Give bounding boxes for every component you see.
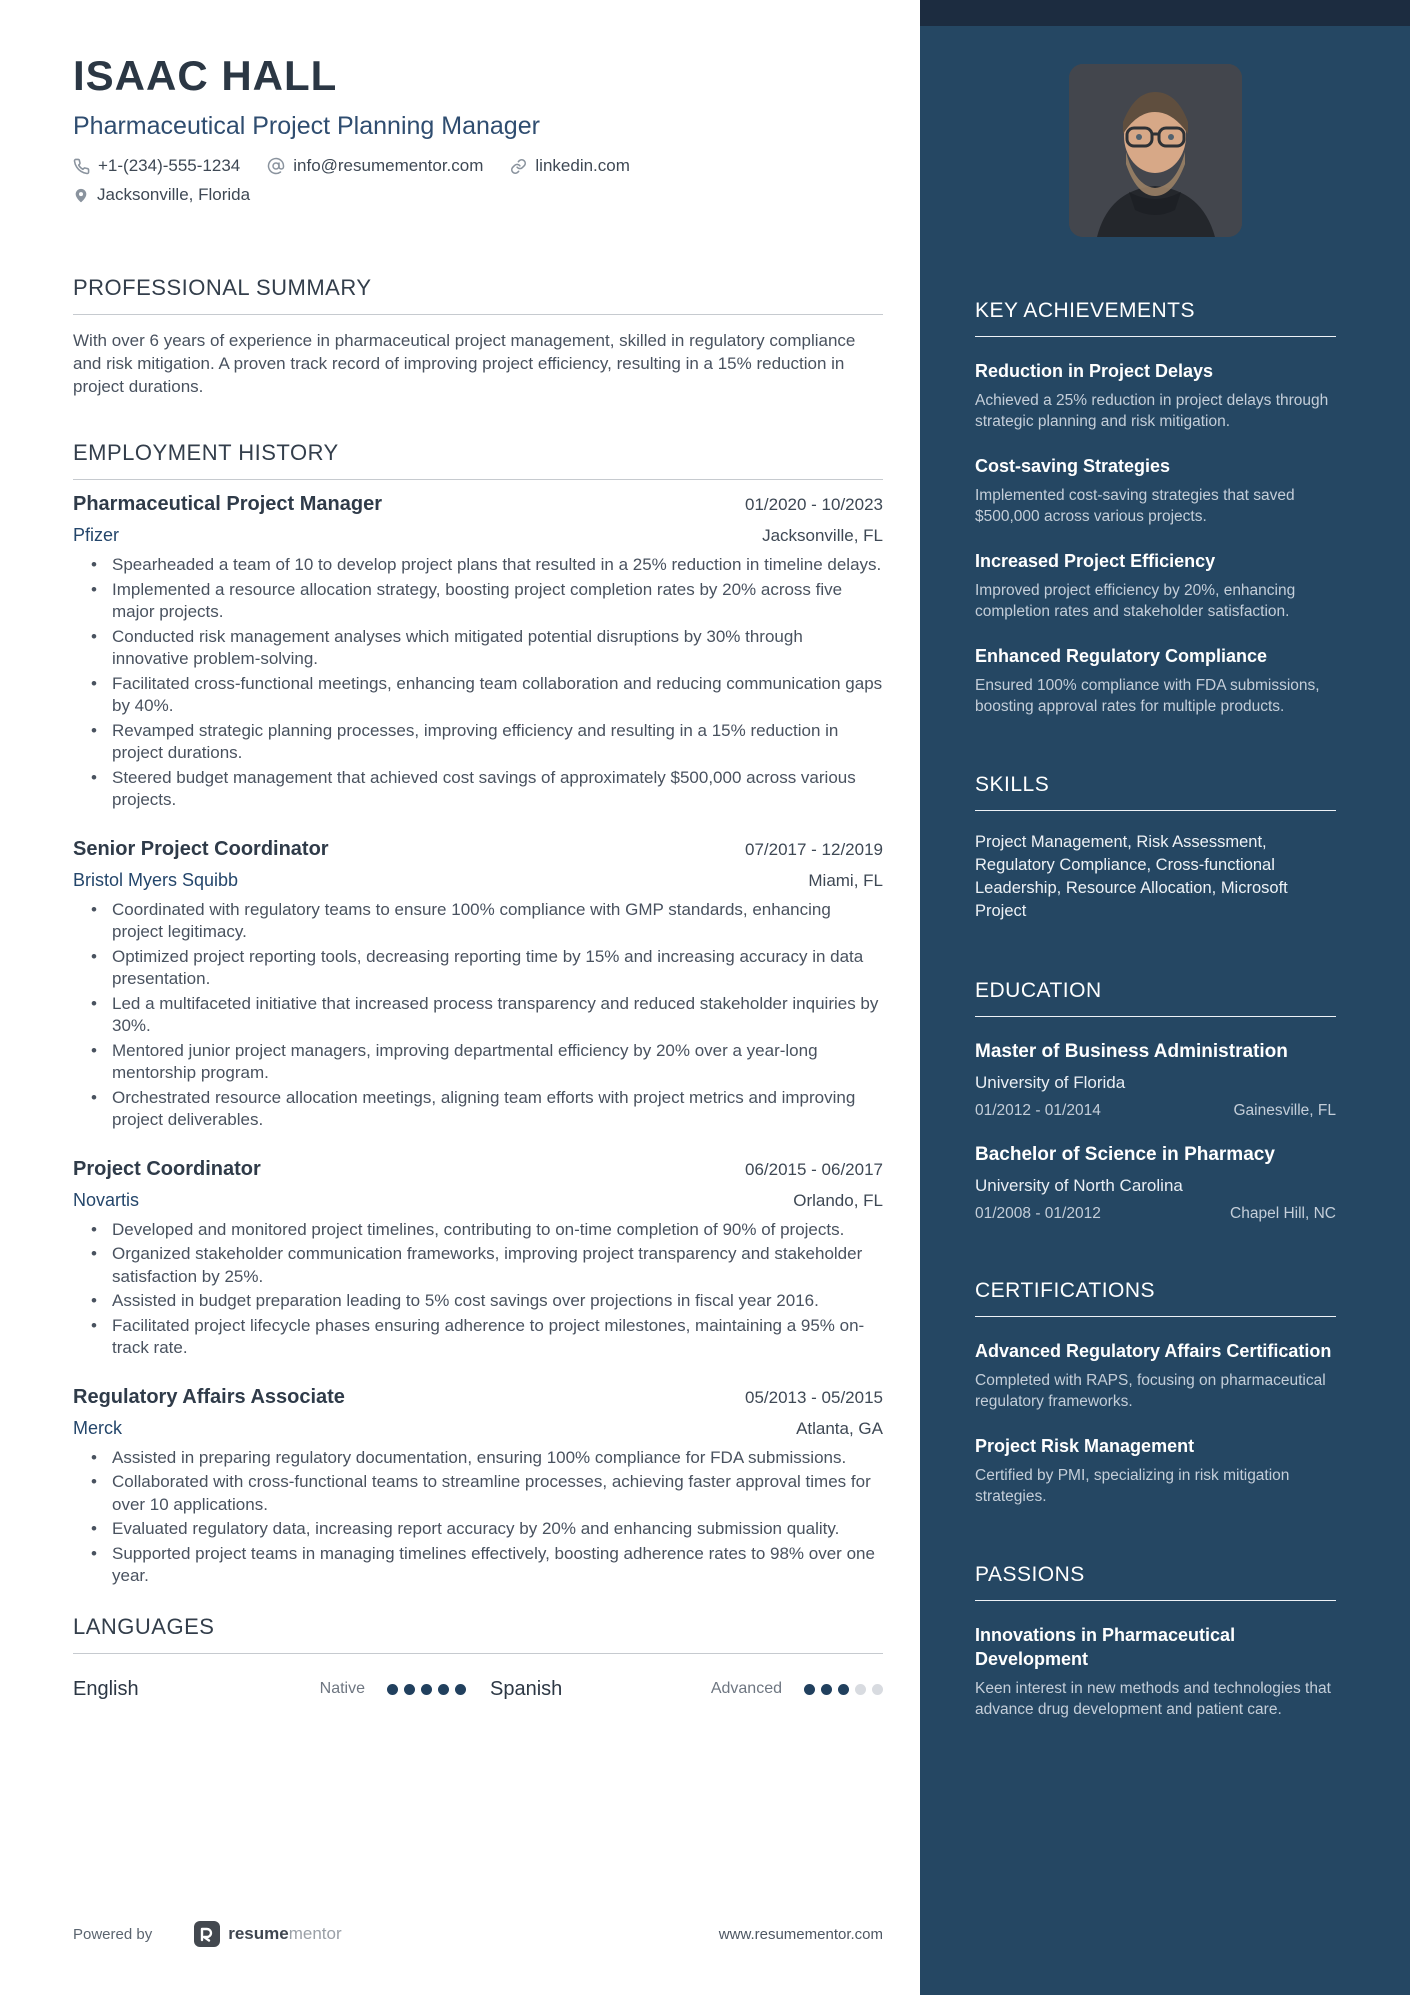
certification-item	[975, 1339, 1336, 1412]
bullet-item: • Collaborated with cross-functional teams to streamline processes, achieving faster approval times for over 10 applications.	[73, 1471, 883, 1516]
linkedin-url: linkedin.com	[535, 156, 630, 175]
brand-wordmark: resumementor	[228, 1924, 342, 1943]
footer	[73, 1921, 883, 1947]
section-employment-history	[73, 440, 883, 1590]
job-dates: 07/2017 - 12/2019	[744, 839, 883, 859]
bullet-item: • Mentored junior project managers, improving departmental efficiency by 20% over a year-long mentorship program.	[73, 1040, 883, 1085]
bullet-item: • Orchestrated resource allocation meetings, aligning team efforts with project metrics and improving project deliverables.	[73, 1087, 883, 1132]
school-name: University of North Carolina	[975, 1176, 1183, 1195]
achievement-item	[975, 359, 1336, 432]
achievement-title: Enhanced Regulatory Compliance	[975, 646, 1268, 666]
achievement-text: Ensured 100% compliance with FDA submissions, boosting approval rates for multiple products.	[975, 677, 1320, 715]
bullet-item: • Supported project teams in managing timelines effectively, boosting adherence rates to 98% over one year.	[73, 1543, 883, 1588]
profile-photo	[1069, 64, 1242, 237]
bullet-item: • Spearheaded a team of 10 to develop project plans that resulted in a 25% reduction in timeline delays.	[73, 554, 883, 577]
section-heading-certifications: CERTIFICATIONS	[975, 1279, 1336, 1317]
job-title: Project Coordinator	[73, 1157, 261, 1180]
bullet-item: • Facilitated project lifecycle phases ensuring adherence to project milestones, maintaining a 95% on-track rate.	[73, 1315, 883, 1360]
language-entry	[466, 1678, 883, 1701]
bullet-item: • Developed and monitored project timelines, contributing to on-time completion of 90% of projects.	[73, 1219, 883, 1242]
email-address: info@resumementor.com	[293, 156, 484, 175]
achievement-text: Improved project efficiency by 20%, enhancing completion rates and stakeholder satisfaction.	[975, 582, 1296, 620]
linkedin-contact[interactable]	[510, 156, 630, 176]
section-heading-languages: LANGUAGES	[73, 1614, 883, 1654]
at-sign-icon	[267, 157, 285, 175]
achievement-title: Increased Project Efficiency	[975, 551, 1216, 571]
bullet-item: • Conducted risk management analyses which mitigated potential disruptions by 30% through innovative problem-solving.	[73, 626, 883, 671]
bullet-item: • Revamped strategic planning processes, improving efficiency and resulting in a 15% reduction in project durations.	[73, 720, 883, 765]
job-title: Pharmaceutical Project Manager	[73, 493, 383, 515]
job-bullets	[73, 554, 883, 812]
job-dates: 05/2013 - 05/2015	[744, 1387, 883, 1407]
section-certifications	[975, 1279, 1336, 1507]
resumementor-logo-icon	[194, 1921, 220, 1947]
language-proficiency-dots	[804, 1684, 883, 1695]
phone-icon	[73, 158, 90, 175]
languages-row	[73, 1678, 883, 1701]
sidebar	[920, 0, 1410, 1995]
job-title: Regulatory Affairs Associate	[73, 1385, 345, 1408]
section-education	[975, 979, 1336, 1223]
school-name: University of Florida	[975, 1073, 1126, 1092]
section-passions	[975, 1563, 1336, 1720]
job-company: Pfizer	[73, 525, 120, 545]
language-level: Native	[319, 1680, 365, 1697]
job-entry	[73, 838, 883, 1132]
job-dates: 01/2020 - 10/2023	[744, 495, 883, 514]
person-job-title: Pharmaceutical Project Planning Manager	[73, 112, 540, 140]
resume-header	[73, 52, 883, 205]
sidebar-top-strip	[920, 0, 1410, 26]
language-level: Advanced	[710, 1680, 782, 1697]
bullet-item: • Led a multifaceted initiative that increased process transparency and reduced stakeholder inquiries by 30%.	[73, 993, 883, 1038]
job-location: Miami, FL	[808, 870, 883, 890]
language-entry	[73, 1678, 466, 1701]
section-skills	[975, 773, 1336, 923]
achievement-item	[975, 644, 1336, 717]
bullet-item: • Assisted in preparing regulatory documentation, ensuring 100% compliance for FDA submissions.	[73, 1447, 883, 1470]
footer-website-link[interactable]: www.resumementor.com	[718, 1925, 883, 1943]
contact-row-2	[73, 185, 883, 205]
achievement-title: Reduction in Project Delays	[975, 361, 1214, 381]
job-bullets	[73, 1219, 883, 1360]
certification-title: Advanced Regulatory Affairs Certification	[975, 1341, 1332, 1361]
section-languages	[73, 1614, 883, 1701]
certification-title: Project Risk Management	[975, 1436, 1195, 1456]
email-contact[interactable]	[267, 156, 483, 176]
degree-name: Bachelor of Science in Pharmacy	[975, 1144, 1275, 1165]
language-name: Spanish	[490, 1677, 563, 1700]
education-dates: 01/2012 - 01/2014	[975, 1102, 1101, 1119]
achievement-item	[975, 549, 1336, 622]
job-location: Atlanta, GA	[796, 1418, 883, 1438]
education-entry	[975, 1039, 1336, 1120]
job-title: Senior Project Coordinator	[73, 837, 329, 860]
passion-text: Keen interest in new methods and technologies that advance drug development and patient care.	[975, 1680, 1331, 1718]
section-heading-employment-history: EMPLOYMENT HISTORY	[73, 440, 883, 480]
powered-by-label: Powered by	[73, 1925, 153, 1943]
section-heading-passions: PASSIONS	[975, 1563, 1336, 1601]
job-location: Jacksonville, FL	[762, 526, 883, 545]
phone-number: +1-(234)-555-1234	[98, 156, 241, 175]
section-key-achievements	[975, 299, 1336, 717]
job-company: Bristol Myers Squibb	[73, 869, 239, 890]
bullet-item: • Assisted in budget preparation leading to 5% cost savings over projections in fiscal year 2016.	[73, 1290, 883, 1313]
location-pin-icon	[73, 187, 89, 204]
certification-text: Certified by PMI, specializing in risk mitigation strategies.	[975, 1467, 1290, 1505]
job-location: Orlando, FL	[793, 1190, 883, 1210]
section-heading-key-achievements: KEY ACHIEVEMENTS	[975, 299, 1336, 337]
job-dates: 06/2015 - 06/2017	[744, 1159, 883, 1179]
education-location: Gainesville, FL	[1233, 1102, 1336, 1119]
achievement-text: Implemented cost-saving strategies that saved $500,000 across various projects.	[975, 487, 1295, 525]
location-text: Jacksonville, Florida	[97, 185, 251, 204]
link-icon	[510, 158, 527, 175]
bullet-item: • Coordinated with regulatory teams to ensure 100% compliance with GMP standards, enhancing project legitimacy.	[73, 899, 883, 944]
portrait-image	[1069, 64, 1242, 237]
achievement-item	[975, 454, 1336, 527]
job-entry	[73, 1386, 883, 1588]
section-professional-summary	[73, 275, 883, 398]
bullet-item: • Organized stakeholder communication frameworks, improving project transparency and stakeholder satisfaction by 25%.	[73, 1243, 883, 1288]
passion-title: Innovations in Pharmaceutical Development	[975, 1625, 1236, 1669]
section-heading-education: EDUCATION	[975, 979, 1336, 1017]
education-dates: 01/2008 - 01/2012	[975, 1205, 1101, 1222]
education-location: Chapel Hill, NC	[1230, 1205, 1336, 1222]
job-company: Novartis	[73, 1189, 140, 1210]
bullet-item: • Optimized project reporting tools, decreasing reporting time by 15% and increasing accuracy in data presentation.	[73, 946, 883, 991]
summary-text: With over 6 years of experience in pharmaceutical project management, skilled in regulatory compliance and risk mitigation. A proven track record of improving project efficiency, resulting in a 15% reduction in project durations.	[73, 331, 856, 396]
bullet-item: • Facilitated cross-functional meetings, enhancing team collaboration and reducing communication gaps by 40%.	[73, 673, 883, 718]
contact-row-1	[73, 156, 883, 176]
job-bullets	[73, 1447, 883, 1588]
section-heading-skills: SKILLS	[975, 773, 1336, 811]
phone-contact[interactable]	[73, 156, 240, 176]
bullet-item: • Steered budget management that achieved cost savings of approximately $500,000 across various projects.	[73, 767, 883, 812]
education-entry	[975, 1142, 1336, 1223]
language-name: English	[73, 1677, 139, 1700]
language-proficiency-dots	[387, 1684, 466, 1695]
section-heading-professional-summary: PROFESSIONAL SUMMARY	[73, 275, 883, 315]
job-entry	[73, 493, 883, 812]
bullet-item: • Evaluated regulatory data, increasing report accuracy by 20% and enhancing submission quality.	[73, 1518, 883, 1541]
job-entry	[73, 1158, 883, 1360]
resumementor-logo[interactable]	[194, 1921, 341, 1947]
skills-list-text: Project Management, Risk Assessment, Regulatory Compliance, Cross-functional Leadership, Resource Allocation, Microsoft Project	[975, 833, 1288, 920]
passion-item	[975, 1623, 1336, 1720]
job-bullets	[73, 899, 883, 1132]
achievement-title: Cost-saving Strategies	[975, 456, 1171, 476]
certification-item	[975, 1434, 1336, 1507]
location-contact	[73, 185, 250, 205]
degree-name: Master of Business Administration	[975, 1041, 1288, 1062]
job-company: Merck	[73, 1417, 122, 1438]
certification-text: Completed with RAPS, focusing on pharmaceutical regulatory frameworks.	[975, 1372, 1326, 1410]
person-name: ISAAC HALL	[73, 52, 338, 99]
achievement-text: Achieved a 25% reduction in project delays through strategic planning and risk mitigation.	[975, 392, 1329, 430]
bullet-item: • Implemented a resource allocation strategy, boosting project completion rates by 20% across five major projects.	[73, 579, 883, 624]
